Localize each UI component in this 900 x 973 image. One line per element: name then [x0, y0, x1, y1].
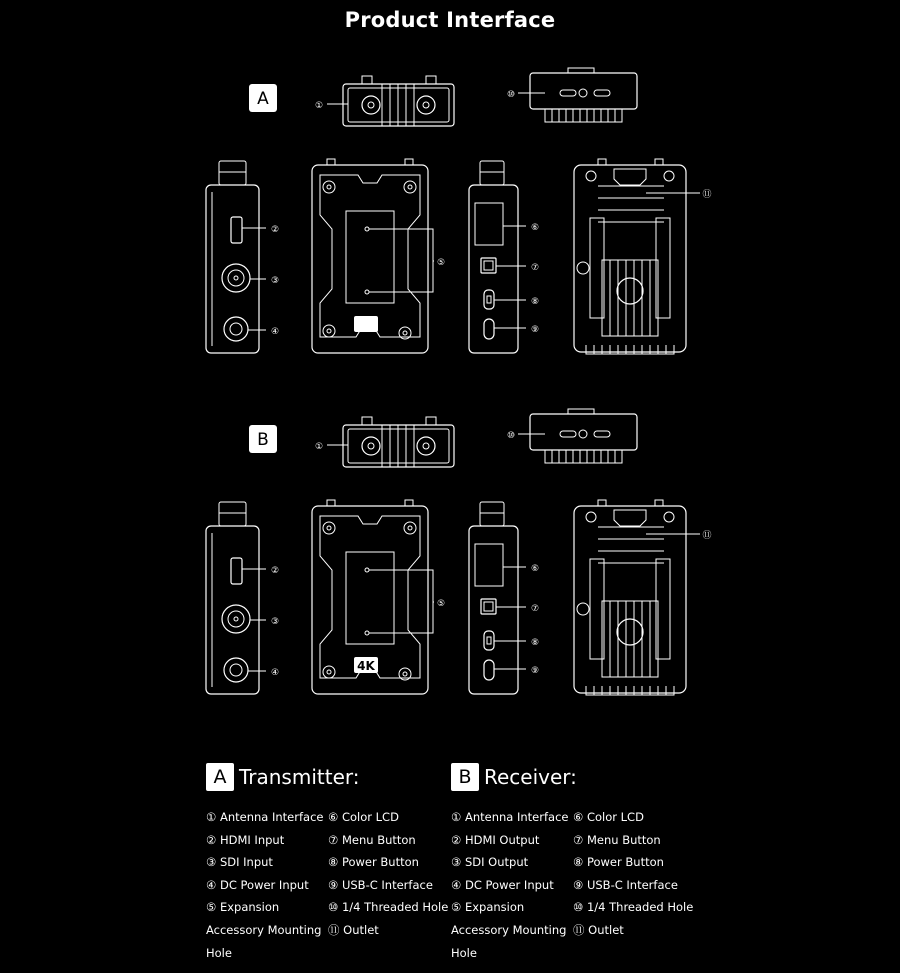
section-b-views	[206, 409, 700, 695]
legend-item: ⑪ Outlet	[573, 922, 624, 937]
legend-item: ③ SDI Input	[206, 855, 273, 870]
legend-receiver	[451, 762, 698, 964]
callout-10-b: ⑩	[506, 431, 516, 441]
legend-item: ④ DC Power Input	[451, 877, 554, 892]
callout-8-a: ⑧	[530, 297, 540, 307]
legend-item: ⑩ 1/4 Threaded Hole	[328, 900, 449, 915]
legend-item: ⑦ Menu Button	[328, 832, 416, 847]
legend-item: ⑤ Expansion	[206, 900, 280, 915]
callout-4-b: ④	[270, 668, 280, 678]
legend-item: ⑤ Expansion	[451, 900, 525, 915]
callout-2-b: ②	[270, 566, 280, 576]
legend-item: ③ SDI Output	[451, 855, 529, 870]
callout-5-b: ⑤	[436, 599, 446, 609]
device-label-b: 4K	[357, 659, 375, 673]
left-side-view-b	[206, 502, 266, 694]
callout-2-a: ②	[270, 225, 280, 235]
legend-receiver-col2	[573, 806, 698, 964]
callout-8-b: ⑧	[530, 638, 540, 648]
callout-1-b: ①	[314, 442, 324, 452]
callout-3-b: ③	[270, 617, 280, 627]
legend-item: Accessory Mounting	[206, 922, 322, 937]
callout-7-b: ⑦	[530, 604, 540, 614]
section-a-tag: A	[257, 89, 269, 109]
legend-item: Hole	[206, 945, 232, 960]
callout-1-a: ①	[314, 101, 324, 111]
section-a-views	[206, 68, 700, 354]
legend-item: ⑩ 1/4 Threaded Hole	[573, 900, 694, 915]
callout-11-b: ⑪	[702, 531, 712, 541]
callout-11-a: ⑪	[702, 190, 712, 200]
legend-transmitter-badge: A	[206, 763, 234, 791]
left-side-view-a	[206, 161, 266, 353]
back-view-b	[574, 500, 700, 695]
callout-6-a: ⑥	[530, 223, 540, 233]
legend-item: ① Antenna Interface	[206, 810, 324, 824]
legend-item: Hole	[451, 945, 477, 960]
legend-item: ⑨ USB-C Interface	[573, 877, 678, 892]
legend-transmitter-col1	[206, 806, 328, 964]
callout-7-a: ⑦	[530, 263, 540, 273]
legend-transmitter	[206, 762, 453, 964]
legend-transmitter-header	[206, 762, 453, 792]
back-view-a	[574, 159, 700, 354]
legend-item: ① Antenna Interface	[451, 810, 569, 824]
legend-item: Accessory Mounting	[451, 922, 567, 937]
device-label-a: 4K	[357, 318, 375, 332]
legend-item: ⑧ Power Button	[328, 855, 419, 870]
legend-item: ⑧ Power Button	[573, 855, 664, 870]
legend-transmitter-col2	[328, 806, 453, 964]
legend-receiver-badge: B	[451, 763, 479, 791]
callout-3-a: ③	[270, 276, 280, 286]
callout-5-a: ⑤	[436, 258, 446, 268]
top-view-b	[327, 417, 454, 467]
legend-item: ② HDMI Output	[451, 832, 540, 847]
section-b-tag: B	[257, 430, 269, 450]
legend-item: ④ DC Power Input	[206, 877, 309, 892]
legend-receiver-title: Receiver:	[484, 765, 577, 789]
legend-item: ⑥ Color LCD	[573, 810, 644, 824]
callout-10-a: ⑩	[506, 90, 516, 100]
callout-9-b: ⑨	[530, 666, 540, 676]
page-title: Product Interface	[344, 8, 556, 32]
bottom-view-a	[518, 68, 637, 122]
legend-receiver-col1	[451, 806, 573, 964]
legend-item: ⑪ Outlet	[328, 922, 379, 937]
callout-6-b: ⑥	[530, 564, 540, 574]
top-view-a	[327, 76, 454, 126]
legend-item: ⑨ USB-C Interface	[328, 877, 433, 892]
right-side-view-b	[469, 502, 526, 694]
legend-item: ⑦ Menu Button	[573, 832, 661, 847]
bottom-view-b	[518, 409, 637, 463]
legend-transmitter-title: Transmitter:	[239, 765, 360, 789]
right-side-view-a	[469, 161, 526, 353]
callout-9-a: ⑨	[530, 325, 540, 335]
callout-4-a: ④	[270, 327, 280, 337]
legend-receiver-header	[451, 762, 698, 792]
legend-item: ⑥ Color LCD	[328, 810, 399, 824]
legend-item: ② HDMI Input	[206, 832, 285, 847]
